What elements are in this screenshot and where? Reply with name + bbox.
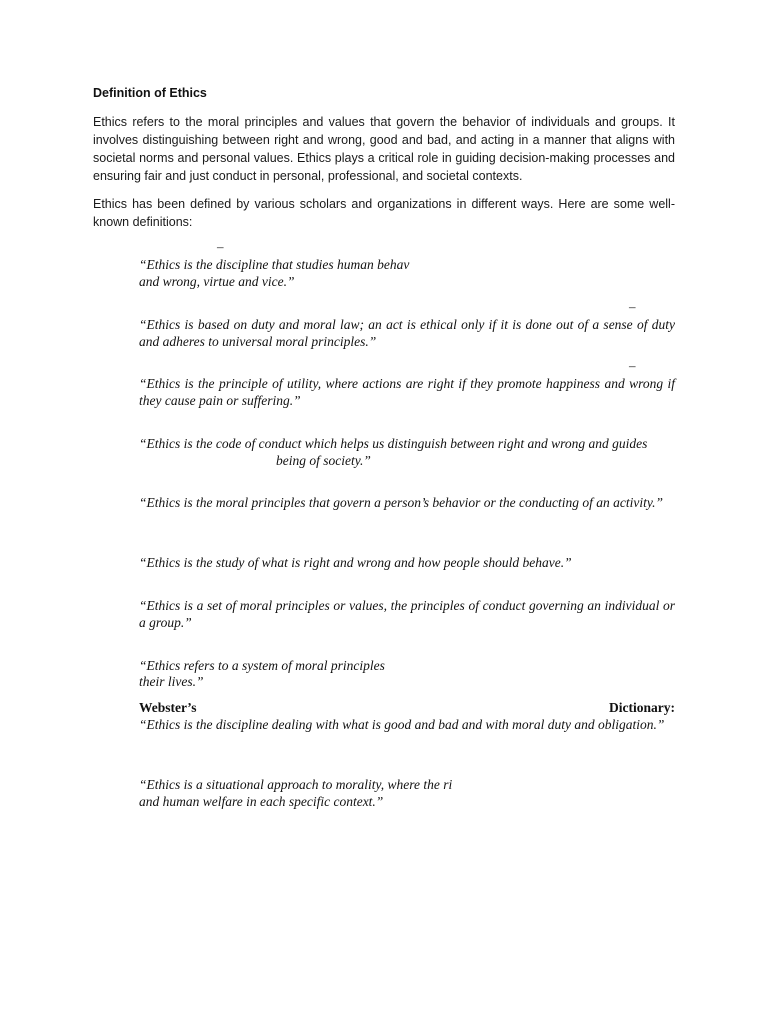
dictionary-label: Dictionary: bbox=[609, 700, 675, 715]
definition-quote-3: “Ethics is the principle of utility, where actions are right if they promote happiness and wrong if they cause pain or suffering.” bbox=[139, 376, 675, 408]
webster-label: Webster’s bbox=[139, 700, 197, 715]
intro-paragraph: Ethics refers to the moral principles and values that govern the behavior of individuals and groups. It involves distinguishing between right and wrong, good and bad, and acting in a manner that aligns with societal norms and personal values. Ethics plays a critical role in guiding decision-making processes and ensuring fair and just conduct in personal, professional, and societal contexts. bbox=[93, 115, 675, 183]
page-title: Definition of Ethics bbox=[93, 86, 207, 100]
definitions-intro-paragraph: Ethics has been defined by various scholars and organizations in different ways. Here are some well-known definitions: bbox=[93, 197, 675, 229]
definition-quote-1-line-1: “Ethics is the discipline that studies human behav bbox=[139, 257, 410, 272]
definition-quote-2: “Ethics is based on duty and moral law; an act is ethical only if it is done out of a sense of duty and adheres to universal moral principles.” bbox=[139, 317, 675, 349]
definition-quote-7: “Ethics is a set of moral principles or values, the principles of conduct governing an individual or a group.” bbox=[139, 598, 675, 630]
definition-quote-6: “Ethics is the study of what is right and wrong and how people should behave.” bbox=[139, 555, 572, 570]
dash-mark: – bbox=[629, 358, 636, 373]
dash-mark: – bbox=[217, 239, 224, 254]
definition-quote-1-line-2: and wrong, virtue and vice.” bbox=[139, 274, 295, 289]
definition-quote-8-line-1: “Ethics refers to a system of moral principles bbox=[139, 658, 385, 673]
definition-quote-10-line-2: and human welfare in each specific context.” bbox=[139, 794, 384, 809]
definition-quote-5: “Ethics is the moral principles that govern a person’s behavior or the conducting of an activity.” bbox=[139, 495, 663, 510]
definition-quote-9: “Ethics is the discipline dealing with what is good and bad and with moral duty and obligation.” bbox=[139, 717, 665, 732]
dash-mark: – bbox=[629, 299, 636, 314]
definition-quote-4-line-2: being of society.” bbox=[276, 453, 371, 468]
definition-quote-8-line-2: their lives.” bbox=[139, 674, 204, 689]
definition-quote-4-line-1: “Ethics is the code of conduct which helps us distinguish between right and wrong and guides bbox=[139, 436, 648, 451]
definition-quote-10-line-1: “Ethics is a situational approach to morality, where the ri bbox=[139, 777, 453, 792]
